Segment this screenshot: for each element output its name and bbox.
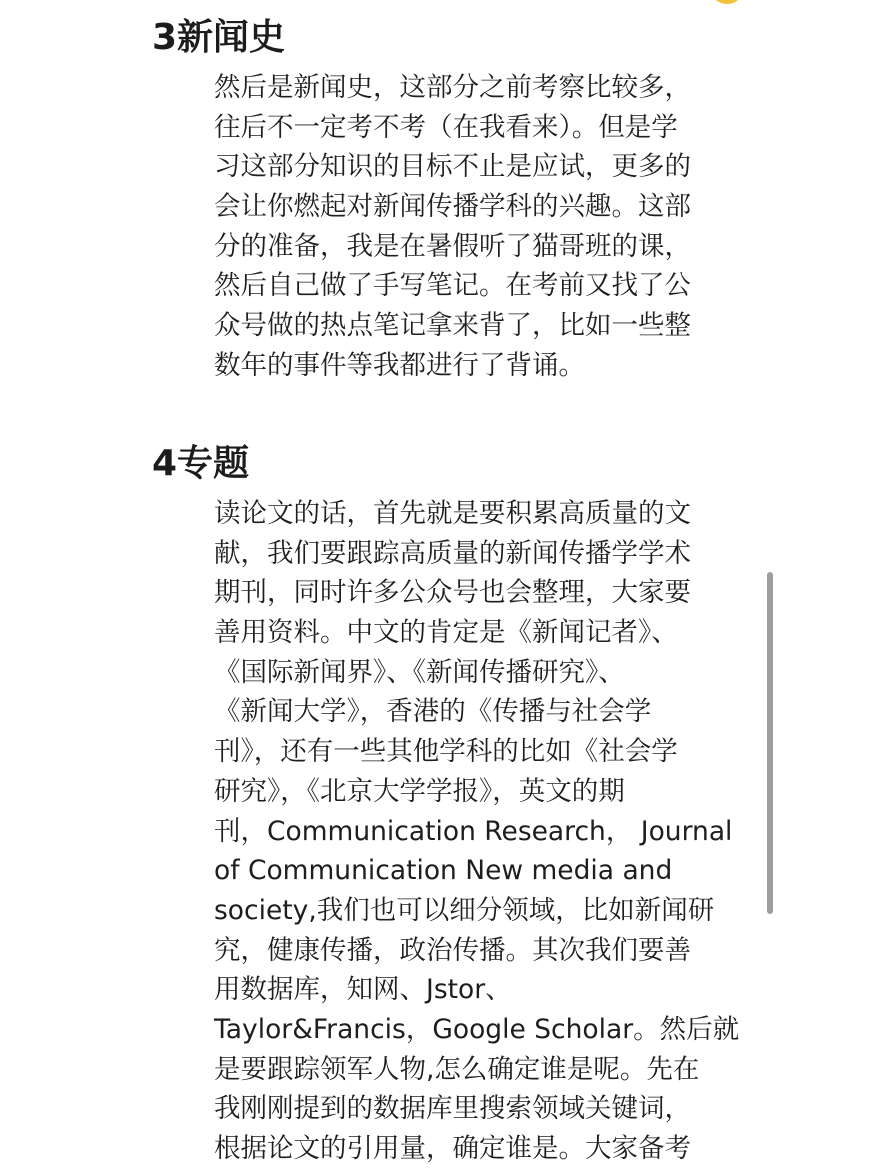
text-line: 用数据库，知网、Jstor、 <box>214 974 512 1006</box>
text-line: 众号做的热点笔记拿来背了，比如一些整 <box>214 310 691 342</box>
text-line: 刊》，还有一些其他学科的比如《社会学 <box>214 736 678 768</box>
text-line: 分的准备，我是在暑假听了猫哥班的课， <box>214 230 691 262</box>
text-line: 期刊，同时许多公众号也会整理，大家要 <box>214 577 691 609</box>
text-line: 《新闻大学》，香港的《传播与社会学 <box>214 696 652 728</box>
text-line: society,我们也可以细分领域，比如新闻研 <box>214 894 715 926</box>
text-line: 习这部分知识的目标不止是应试，更多的 <box>214 151 691 183</box>
text-line: 研究》，《北京大学学报》，英文的期 <box>214 775 625 807</box>
text-line: 会让你燃起对新闻传播学科的兴趣。这部 <box>214 191 691 223</box>
text-line: 是要跟踪领军人物,怎么确定谁是呢。先在 <box>214 1053 700 1085</box>
text-line: 我刚刚提到的数据库里搜索领域关键词， <box>214 1093 691 1125</box>
vertical-scrollbar[interactable] <box>767 572 773 914</box>
text-line: 献，我们要跟踪高质量的新闻传播学学术 <box>214 537 691 569</box>
text-line: 根据论文的引用量，确定谁是。大家备考 <box>214 1133 691 1164</box>
text-line: 数年的事件等我都进行了背诵。 <box>214 349 585 381</box>
text-line: 然后自己做了手写笔记。在考前又找了公 <box>214 270 691 302</box>
paragraph-special-topics <box>214 494 744 1169</box>
section-heading-special-topics: 4专题 <box>152 443 250 484</box>
text-line: 往后不一定考不考（在我看来）。但是学 <box>214 111 678 143</box>
text-line: of Communication New media and <box>214 855 673 887</box>
text-line: Taylor&Francis，Google Scholar。然后就 <box>214 1013 740 1045</box>
text-line: 刊，Communication Research， Journal <box>214 815 733 847</box>
corner-emoji-fragment <box>714 0 740 4</box>
text-line: 究，健康传播，政治传播。其次我们要善 <box>214 934 691 966</box>
section-heading-news-history: 3新闻史 <box>152 17 286 58</box>
text-line: 读论文的话，首先就是要积累高质量的文 <box>214 498 691 529</box>
text-line: 善用资料。中文的肯定是《新闻记者》、 <box>214 617 678 649</box>
text-line: 然后是新闻史，这部分之前考察比较多， <box>214 72 691 103</box>
text-line: 《国际新闻界》、《新闻传播研究》、 <box>214 656 625 688</box>
paragraph-news-history <box>214 68 744 386</box>
